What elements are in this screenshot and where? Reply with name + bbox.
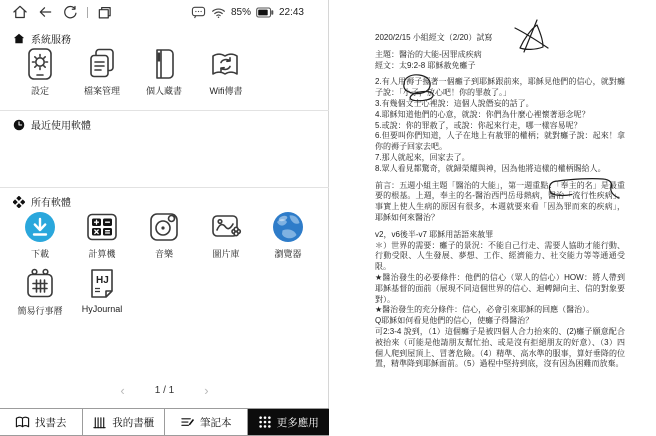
file-manager-icon (85, 47, 119, 81)
document-paragraph: ＊）世界的需要：癱子的景況：不能自己行走、需要人協助才能行動、行動受限、人生發展、夢想、工作、經濟能力、社交能力等等通通受限。 (375, 240, 625, 272)
document-paragraph: Q耶穌如何看見他們的信心，使癱子得醫治？ (375, 316, 534, 326)
app-label: Wifi傳書 (209, 86, 243, 96)
message-icon (191, 5, 206, 19)
section-divider (0, 187, 329, 188)
launcher-pagination (0, 382, 329, 398)
document-paragraph: 5.或說：你的罪赦了，或說：你起來行走，哪一樣容易呢？ (375, 120, 582, 130)
nav-label: 找書去 (35, 416, 67, 429)
app-download[interactable] (9, 210, 71, 260)
nav-label: 筆記本 (200, 416, 232, 429)
battery-percent: 85% (230, 6, 251, 18)
clock-time: 22:43 (278, 6, 304, 18)
app-label: 圖片庫 (212, 249, 240, 259)
app-music[interactable] (133, 210, 195, 260)
section-header-recent (13, 117, 91, 132)
nav-tab-notebook[interactable] (165, 409, 248, 435)
four-diamonds-icon (13, 196, 25, 208)
personal-library-icon (147, 47, 181, 81)
document-paragraph: 4.耶穌知道他們的心意，就說：你們為什麼心裡懷著惡念呢？ (375, 109, 590, 119)
document-paragraph: 3.有幾個文士心裡說：這個人說僭妄的話了。 (375, 98, 534, 108)
recents-icon[interactable] (97, 5, 112, 20)
notebook-pen-icon (180, 415, 195, 430)
app-calendar[interactable] (9, 267, 71, 317)
document-paragraph: ★醫治發生的必要條件：他們的信心（眾人的信心）HOW：將人帶到耶穌基督的面前（展現不同這個世界的信心、迴轉歸向主、信的對象要對）。 (375, 272, 625, 304)
svg-text:HJ: HJ (96, 275, 109, 286)
section-title: 所有軟體 (31, 198, 71, 209)
section-header-system (13, 31, 71, 46)
apps-grid-icon (258, 415, 272, 429)
battery-icon (256, 7, 274, 18)
hyjournal-icon (85, 267, 119, 301)
browser-globe-icon (271, 210, 305, 244)
download-icon (23, 210, 57, 244)
status-bar (0, 0, 328, 24)
next-page-chevron[interactable]: › (204, 382, 209, 398)
status-divider (87, 7, 88, 18)
nav-tab-bookshelf[interactable] (83, 409, 166, 435)
document-paragraph: 可2:3-4 說到，（1）這個癱子是被四個人合力抬來的、(2)癱子願意配合被抬來（可能是他請朋友幫忙抬、或是沒有拒絕朋友的好意）、（3）四個人爬到屋頂上、冒著危險。（4）精準、高水準的服事，算好垂降的位置，精準降到耶穌面前。（5）過程中堅持到底，沒有因為困難而放棄。 (375, 326, 625, 369)
house-icon (13, 33, 25, 44)
app-browser[interactable] (257, 210, 319, 260)
app-calculator[interactable] (71, 210, 133, 260)
section-title: 系統服務 (31, 35, 71, 46)
app-label: 個人藏書 (145, 86, 182, 96)
prev-page-chevron[interactable]: ‹ (120, 382, 125, 398)
document-paragraph: ★醫治發生的充分條件：信心，必會引來耶穌的回應（醫治）。 (375, 305, 595, 315)
music-icon (147, 210, 181, 244)
document-text (375, 33, 625, 370)
app-label: 下載 (30, 249, 49, 259)
app-label: 簡易行事曆 (17, 306, 63, 316)
document-paragraph: 經文：太9:2-8 耶穌赦免癱子 (375, 60, 476, 70)
wifi-icon (211, 6, 226, 19)
app-gallery[interactable] (195, 210, 257, 260)
refresh-icon[interactable] (62, 4, 78, 20)
wifi-transfer-icon (209, 47, 243, 81)
document-paragraph: 前言：五週小組主題「醫治的大能」，第一週重點：「奉主的名」是最重要的根基。上週，奉主的名-醫治西門岳母熱病，醫治「流行性疾病」。事實上使人生病的原因有很多，本週就要來看「因為罪而來的疾病」，耶穌如何來醫治？ (375, 180, 625, 222)
page-indicator: 1 / 1 (154, 385, 175, 396)
document-paragraph: 6.但要叫你們知道，人子在地上有赦罪的權柄；就對癱子說：起來！拿你的褥子回家去吧。 (375, 131, 625, 152)
nav-label: 更多應用 (276, 416, 319, 429)
bottom-nav (0, 408, 329, 436)
nav-label: 我的書櫃 (112, 416, 155, 429)
app-personal-library[interactable] (133, 47, 195, 97)
gallery-icon (209, 210, 243, 244)
app-wifi-transfer[interactable] (195, 47, 257, 97)
document-paragraph: 2.有人用褥子擡著一個癱子到耶穌跟前來，耶穌見他們的信心，就對癱子說：「小子，放心吧！你的罪赦了。」 (375, 77, 625, 98)
calculator-icon (85, 210, 119, 244)
nav-tab-find-books[interactable] (0, 409, 83, 435)
app-hyjournal[interactable] (71, 267, 133, 317)
settings-icon (23, 47, 57, 81)
section-divider (0, 110, 329, 111)
section-header-all (13, 194, 71, 209)
document-paragraph: v2，v6後半-v7 耶穌用話語來赦罪 (375, 229, 494, 239)
document-panel[interactable] (330, 0, 656, 436)
back-icon[interactable] (37, 4, 53, 20)
app-label: 設定 (30, 86, 49, 96)
calendar-icon (23, 267, 57, 301)
open-book-icon (15, 415, 30, 430)
document-paragraph: 7.那人就起來，回家去了。 (375, 152, 470, 162)
app-label: HyJournal (81, 304, 123, 314)
app-settings[interactable] (9, 47, 71, 97)
app-file-manager[interactable] (71, 47, 133, 97)
home-icon[interactable] (12, 4, 28, 20)
app-label: 音樂 (154, 249, 173, 259)
section-title: 最近使用軟體 (31, 121, 91, 132)
history-clock-icon (13, 119, 25, 131)
bookshelf-icon (92, 415, 107, 430)
app-label: 瀏覽器 (274, 249, 302, 259)
app-label: 檔案管理 (83, 86, 120, 96)
document-paragraph: 主題：醫治的大能-因罪成疾病 (375, 49, 482, 59)
app-label: 計算機 (88, 249, 116, 259)
document-paragraph: 8.眾人看見都驚奇，就歸榮耀與神，因為他將這樣的權柄賜給人。 (375, 163, 606, 173)
nav-tab-more-apps[interactable] (248, 409, 330, 435)
document-paragraph: 2020/2/15 小組經文（2/20）試寫 (375, 33, 493, 42)
